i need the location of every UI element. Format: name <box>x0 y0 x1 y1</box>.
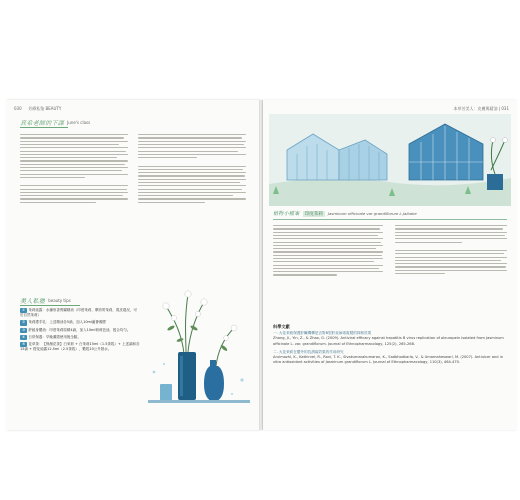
right-page <box>263 100 517 430</box>
beauty-list <box>20 308 140 352</box>
beauty-item-4: ④ 日常保養：早晚潔膚使用後全臉。 <box>22 334 81 339</box>
reference-2-heading: 二. 大花茉莉在體外的抗潰瘍效果的作用研究 <box>273 349 344 354</box>
right-body-column-1 <box>273 223 383 278</box>
section-title-en: June's class <box>67 120 91 125</box>
beauty-item-3: ③ 舒緩身體油：印度茉莉原精4滴，加入10ml荷荷芭油，搖合均勻。 <box>22 327 131 332</box>
greenhouse-svg <box>269 114 511 206</box>
reference-2-citation: Arulmozhi, K., Kathirvel, R., Ravi, T. K., Sivakumarakumaran, K., Sadbhodkarla, V., & Umamaheswari, M. (2007). Antiulcer and in vitro antioxidant activities of Jasminum grandiflorum L. Journal of Ethnopharmacology, 110(3), 464-470. <box>273 355 503 365</box>
beauty-heading <box>20 296 71 305</box>
beauty-heading-underline <box>20 305 80 306</box>
vases <box>160 352 224 402</box>
beauty-item-2: ② 茉莉護手乳：上述精油各5滴，加入10ml蘆薈凝膠 <box>22 320 106 325</box>
left-page <box>6 100 260 430</box>
plant-latin: Jasminum officinale var grandiflorum L.Jalbake <box>327 211 417 216</box>
right-body-column-2 <box>395 223 507 276</box>
heading-underline <box>20 127 68 128</box>
left-page-number: 030 <box>14 106 22 111</box>
beauty-title-zh: 美人私塾 <box>20 298 46 305</box>
shelf <box>148 400 250 403</box>
section-heading <box>20 118 90 127</box>
plant-heading-rule <box>273 219 507 220</box>
reference-1-citation: Zhang, Ji., Yin, Z., & Zhao, G. (2009). Antiviral efficacy against hepatitis B virus replication of oleuropein isolated from Jasminum officinale L. var. grandiflorum. Journal of Ethnopharmacology, 125(2), 265-268. <box>273 336 504 346</box>
jasmine-vase-illustration <box>144 284 254 424</box>
reference-1-heading: 一. 大花茉莉保護肝臟機轉是否對B型肝炎病毒複製的抑制效果 <box>273 331 372 336</box>
plant-heading <box>273 210 417 217</box>
right-running-head: 本草芳美人：皮膚與精油 | 031 <box>453 106 509 111</box>
beauty-title-en: beauty tips <box>48 298 71 303</box>
references-title: 科學文獻 <box>273 324 290 329</box>
jasmine-sprigs <box>163 291 237 366</box>
beauty-item-5: ⑤ 花草茶：【保濕花茶】白茉莉 + 白茉莉15ml（1.5茶匙）+ 上述調和各15滴 + 橙花純露12.5ml（2.5茶匙），數匙10公升熱水。 <box>20 342 140 352</box>
left-page-header <box>14 106 61 112</box>
references-section <box>273 324 509 365</box>
left-body-column-2 <box>138 132 246 205</box>
left-body-column-1 <box>20 132 128 205</box>
beauty-item-1: ① 茉莉純露：水鐘形香膏屬精油（印度茉莉、摩洛哥茉莉，視皮膚況，可於自然茉莉） <box>20 308 137 318</box>
plant-title-zh: 印度茉莉 <box>304 211 323 217</box>
plant-label-hand: 植物小檔案 <box>273 211 300 217</box>
vase-illustration-svg <box>144 284 254 424</box>
greenhouse-illustration <box>269 114 511 206</box>
left-running-head: 芳療私塾 BEAUTY <box>28 106 62 111</box>
section-title-zh: 真希老師的下課 <box>20 120 65 127</box>
